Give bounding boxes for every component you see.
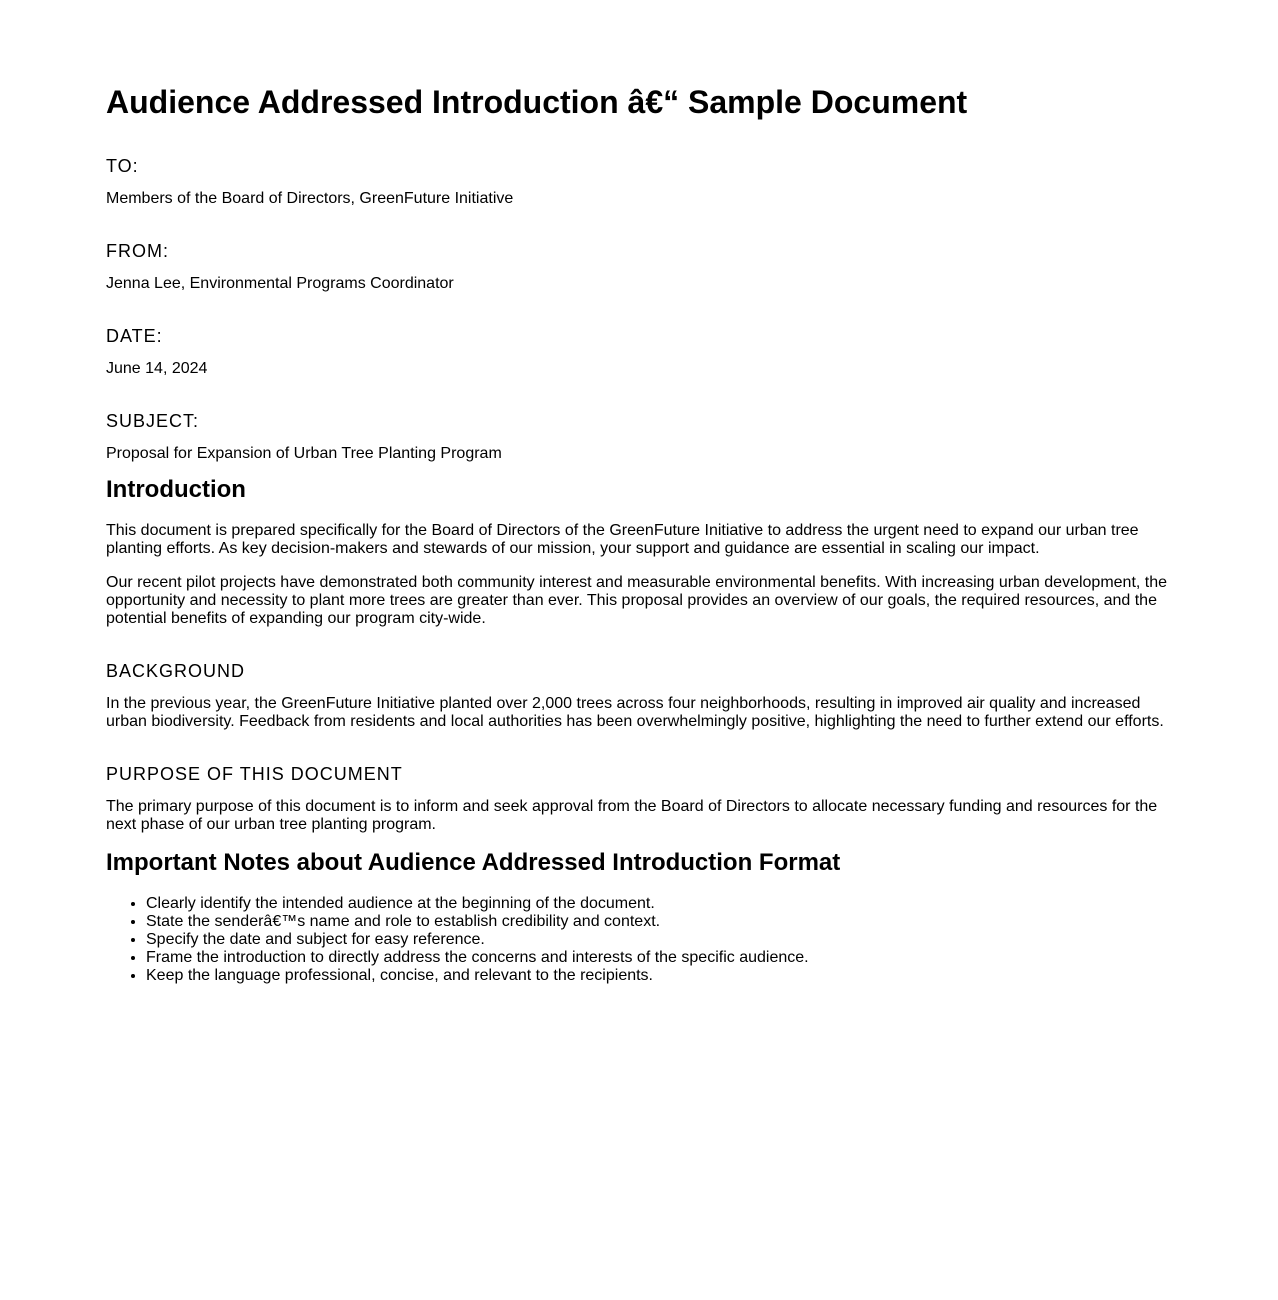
purpose-paragraph: The primary purpose of this document is to inform and seek approval from the Board of Directors to allocate necessary funding and resources for the next phase of our urban tree planting program. — [106, 798, 1158, 833]
date-value: June 14, 2024 — [106, 360, 208, 377]
introduction-paragraph: Our recent pilot projects have demonstrated both community interest and measurable environmental benefits. With increasing urban development, the opportunity and necessity to plant more trees are greater than ever. This proposal provides an overview of our goals, the required resources, and the potential benefits of expanding our program city-wide. — [106, 574, 1168, 627]
notes-list — [106, 895, 1172, 985]
list-item: • Keep the language professional, concise, and relevant to the recipients. — [146, 967, 1172, 985]
notes-heading: Important Notes about Audience Addressed Introduction Format — [106, 849, 841, 876]
date-label: DATE: — [106, 326, 163, 346]
to-value: Members of the Board of Directors, GreenFuture Initiative — [106, 190, 514, 207]
from-label: FROM: — [106, 241, 169, 261]
list-item: • Specify the date and subject for easy reference. — [146, 931, 1172, 949]
to-label: TO: — [106, 156, 139, 176]
memo-header — [106, 154, 1172, 463]
from-value: Jenna Lee, Environmental Programs Coordinator — [106, 275, 454, 292]
subject-label: SUBJECT: — [106, 411, 200, 431]
background-heading: BACKGROUND — [106, 661, 246, 681]
subject-value: Proposal for Expansion of Urban Tree Planting Program — [106, 445, 502, 462]
background-paragraph: In the previous year, the GreenFuture Initiative planted over 2,000 trees across four neighborhoods, resulting in improved air quality and increased urban biodiversity. Feedback from residents and local authorities has been overwhelmingly positive, highlighting the need to further extend our efforts. — [106, 695, 1164, 730]
introduction-paragraph: This document is prepared specifically for the Board of Directors of the GreenFuture Initiative to address the urgent need to expand our urban tree planting efforts. As key decision-makers and stewards of our mission, your support and guidance are essential in scaling our impact. — [106, 522, 1139, 557]
purpose-heading: PURPOSE OF THIS DOCUMENT — [106, 764, 403, 784]
list-item: • Clearly identify the intended audience at the beginning of the document. — [146, 895, 1172, 913]
introduction-heading: Introduction — [106, 476, 246, 503]
document-title: Audience Addressed Introduction â€“ Sample Document — [106, 84, 968, 120]
list-item: • Frame the introduction to directly address the concerns and interests of the specific audience. — [146, 949, 1172, 967]
list-item: • State the senderâ€™s name and role to establish credibility and context. — [146, 913, 1172, 931]
